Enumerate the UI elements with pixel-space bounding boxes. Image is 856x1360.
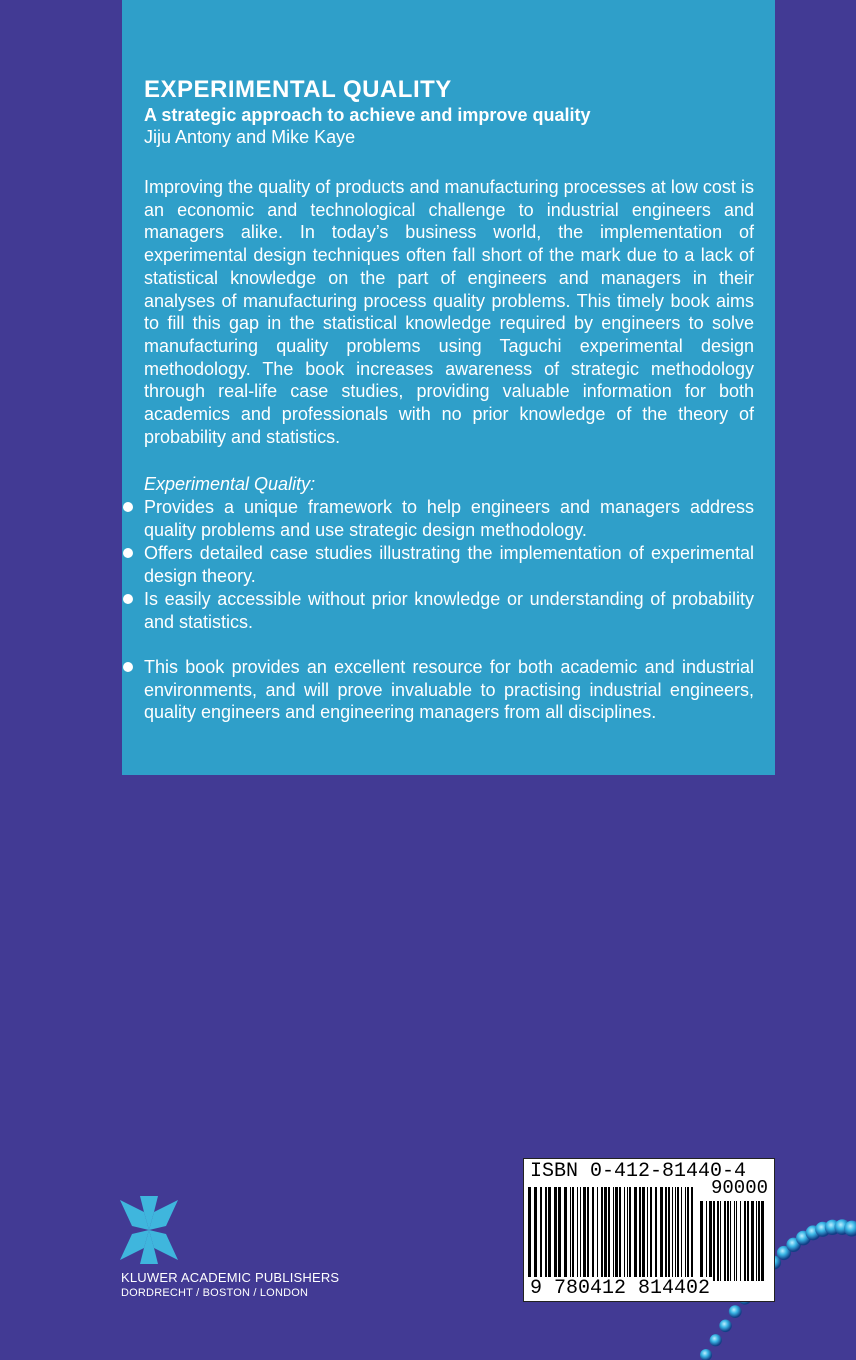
barcode-bar [604,1187,607,1283]
barcode-bar [655,1187,657,1283]
bullet-icon [123,548,133,558]
barcode-bar [639,1187,641,1283]
barcode-bar [761,1201,764,1281]
barcode-bar [613,1187,614,1283]
barcode-bar [554,1187,557,1283]
barcode-bar [597,1187,598,1283]
barcode-bar [528,1187,531,1283]
barcode-bar [545,1187,547,1283]
publisher-name: KLUWER ACADEMIC PUBLISHERS [121,1270,340,1285]
text-panel [122,0,775,775]
barcode-bar [665,1187,667,1283]
barcode-bar [713,1201,715,1281]
barcode-bar [685,1187,686,1283]
barcode-bar [647,1187,648,1283]
barcode-bar [627,1187,628,1283]
barcode-bar [660,1187,663,1283]
barcode-bar [700,1201,703,1281]
barcode-bar [642,1187,645,1283]
barcode-bar [736,1201,737,1281]
barcode-bar [580,1187,581,1283]
bead [729,1305,742,1318]
barcode-bar [717,1201,719,1281]
barcode-bar [619,1187,621,1283]
price-code: 90000 [710,1177,768,1199]
barcode-bar [747,1201,749,1281]
barcode-bar [558,1187,561,1283]
barcode-bar [624,1187,625,1283]
barcode-bar [629,1187,631,1283]
kluwer-star-logo-icon [120,1196,178,1264]
barcode-bar [740,1201,741,1281]
barcode-bar [724,1201,726,1281]
feature-item [144,496,754,541]
barcode-bar [540,1187,542,1283]
barcode-bar [758,1201,760,1281]
barcode-bar [570,1187,571,1283]
book-authors: Jiju Antony and Mike Kaye [144,127,356,147]
barcode-bar [720,1201,721,1281]
book-subtitle: A strategic approach to achieve and improve quality [144,105,591,125]
barcode-bar [608,1187,610,1283]
barcode-bar [583,1187,586,1283]
barcode-bar [601,1187,603,1283]
barcode-bar [572,1187,574,1283]
bullet-icon [123,594,133,604]
isbn-label: ISBN 0-412-81440-4 [530,1160,747,1183]
barcode-bar [548,1187,551,1283]
barcode-bar [668,1187,670,1283]
publisher-cities: DORDRECHT / BOSTON / LONDON [121,1287,309,1299]
barcode-bar [727,1201,729,1281]
feature-item [144,588,754,633]
ean-barcode [528,1187,696,1283]
barcode-bar [615,1187,618,1283]
barcode-bar [677,1187,679,1283]
book-title: EXPERIMENTAL QUALITY [144,76,452,103]
feature-list [144,496,754,724]
feature-item [144,542,754,587]
barcode-bar [577,1187,578,1283]
barcode-box [523,1158,775,1302]
bead [719,1320,732,1333]
price-addon-barcode [700,1201,768,1281]
barcode-bar [564,1187,567,1283]
closing-item [144,656,754,724]
barcode-bar [534,1187,537,1283]
bead [700,1349,712,1360]
barcode-bar [706,1201,707,1281]
feature-text: Offers detailed case studies illustrating the implementation of experimental design theory. [144,543,754,586]
feature-text: Is easily accessible without prior knowledge or understanding of probability and statistics. [144,589,754,632]
barcode-bar [691,1187,693,1283]
barcode-bar [751,1201,754,1281]
barcode-bar [650,1187,652,1283]
barcode-bar [734,1201,735,1281]
barcode-bar [744,1201,746,1281]
panel-content [144,76,754,724]
barcode-bar [730,1201,731,1281]
bead [710,1334,722,1346]
barcode-bar [672,1187,673,1283]
barcode-bar [592,1187,594,1283]
feature-text: Provides a unique framework to help engineers and managers address quality problems and use strategic design methodology. [144,497,754,540]
bullet-icon [123,662,133,672]
features-intro: Experimental Quality: [144,474,316,495]
barcode-bar [634,1187,637,1283]
barcode-bar [681,1187,682,1283]
barcode-bar [756,1201,757,1281]
ean-number: 9 780412 814402 [530,1277,711,1300]
bullet-icon [123,502,133,512]
closing-text: This book provides an excellent resource for both academic and industrial environments, and will prove invaluable to practising industrial engineers, quality engineers and engineering managers from all disciplines. [144,657,754,723]
barcode-bar [675,1187,676,1283]
barcode-bar [709,1201,712,1281]
barcode-bar [587,1187,589,1283]
barcode-bar [687,1187,689,1283]
book-description: Improving the quality of products and manufacturing processes at low cost is an economic and technological challenge to industrial engineers and managers alike. In today’s business world, the implementation of experimental design techniques often fall short of the mark due to a lack of statistical knowledge on the part of engineers and managers in their analyses of manufacturing process quality problems. This timely book aims to fill this gap in the statistical knowledge required by engineers to solve manufacturing quality problems using Taguchi experimental design methodology. The book increases awareness of strategic methodology through real-life case studies, providing valuable information for both academics and professionals with no prior knowledge of the theory of probability and statistics. [144,177,754,447]
